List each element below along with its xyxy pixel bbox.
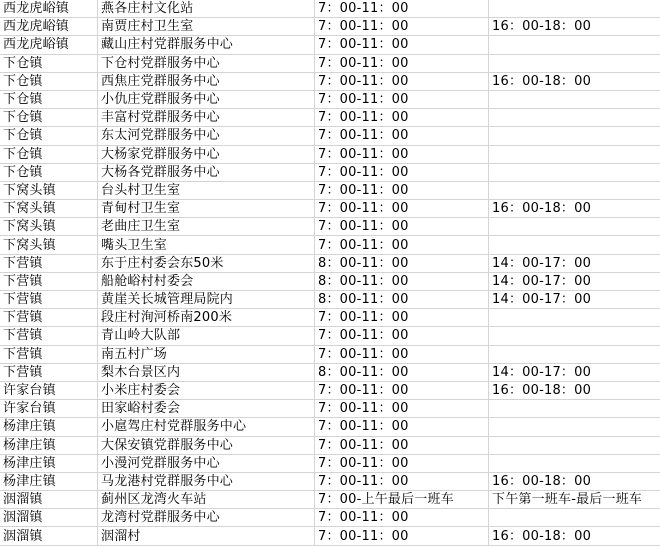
- morning-hours-cell[interactable]: 7：00-11：00: [315, 509, 489, 527]
- table-row: [0, 472, 660, 490]
- morning-hours-cell[interactable]: 7：00-11：00: [315, 472, 489, 490]
- town-cell[interactable]: 下窝头镇: [0, 181, 98, 199]
- morning-hours-cell[interactable]: 7：00-11：00: [315, 345, 489, 363]
- table-row: [0, 200, 660, 218]
- location-cell[interactable]: 船舱峪村村委会: [98, 272, 315, 290]
- table-row: [0, 363, 660, 381]
- table-row: [0, 400, 660, 418]
- location-cell[interactable]: 大保安镇党群服务中心: [98, 436, 315, 454]
- morning-hours-cell[interactable]: 7：00-上午最后一班车: [315, 491, 489, 509]
- afternoon-hours-cell[interactable]: [489, 54, 660, 72]
- morning-hours-cell[interactable]: 7：00-11：00: [315, 127, 489, 145]
- town-cell[interactable]: 西龙虎峪镇: [0, 0, 98, 18]
- morning-hours-cell[interactable]: 8：00-11：00: [315, 363, 489, 381]
- location-cell[interactable]: 嘴头卫生室: [98, 236, 315, 254]
- town-cell[interactable]: 下营镇: [0, 291, 98, 309]
- table-row: [0, 509, 660, 527]
- table-row: [0, 54, 660, 72]
- location-cell[interactable]: 西焦庄党群服务中心: [98, 72, 315, 90]
- location-cell[interactable]: 东太河党群服务中心: [98, 127, 315, 145]
- town-cell[interactable]: 下仓镇: [0, 109, 98, 127]
- town-cell[interactable]: 西龙虎峪镇: [0, 36, 98, 54]
- afternoon-hours-cell[interactable]: [489, 109, 660, 127]
- afternoon-hours-cell[interactable]: [489, 309, 660, 327]
- afternoon-hours-cell[interactable]: 16：00-18：00: [489, 527, 660, 545]
- town-cell[interactable]: 下仓镇: [0, 145, 98, 163]
- town-cell[interactable]: 下仓镇: [0, 72, 98, 90]
- morning-hours-cell[interactable]: 7：00-11：00: [315, 400, 489, 418]
- town-cell[interactable]: 下营镇: [0, 309, 98, 327]
- town-cell[interactable]: 杨津庄镇: [0, 436, 98, 454]
- table-row: [0, 145, 660, 163]
- morning-hours-cell[interactable]: 7：00-11：00: [315, 200, 489, 218]
- morning-hours-cell[interactable]: 7：00-11：00: [315, 90, 489, 108]
- town-cell[interactable]: 下仓镇: [0, 163, 98, 181]
- location-cell[interactable]: 南五村广场: [98, 345, 315, 363]
- afternoon-hours-cell[interactable]: [489, 436, 660, 454]
- afternoon-hours-cell[interactable]: 14：00-17：00: [489, 272, 660, 290]
- morning-hours-cell[interactable]: 7：00-11：00: [315, 527, 489, 545]
- table-row: [0, 418, 660, 436]
- morning-hours-cell[interactable]: 7：00-11：00: [315, 72, 489, 90]
- location-cell[interactable]: 南贾庄村卫生室: [98, 18, 315, 36]
- morning-hours-cell[interactable]: 7：00-11：00: [315, 454, 489, 472]
- town-cell[interactable]: 下窝头镇: [0, 236, 98, 254]
- table-row: [0, 272, 660, 290]
- afternoon-hours-cell[interactable]: [489, 0, 660, 18]
- location-cell[interactable]: 老曲庄卫生室: [98, 218, 315, 236]
- morning-hours-cell[interactable]: 7：00-11：00: [315, 109, 489, 127]
- afternoon-hours-cell[interactable]: [489, 400, 660, 418]
- afternoon-hours-cell[interactable]: 下午第一班车-最后一班车: [489, 491, 660, 509]
- location-cell[interactable]: 丰富村党群服务中心: [98, 109, 315, 127]
- location-cell[interactable]: 小扈驾庄村党群服务中心: [98, 418, 315, 436]
- morning-hours-cell[interactable]: 8：00-11：00: [315, 272, 489, 290]
- morning-hours-cell[interactable]: 7：00-11：00: [315, 218, 489, 236]
- town-cell[interactable]: 杨津庄镇: [0, 418, 98, 436]
- location-cell[interactable]: 大杨家党群服务中心: [98, 145, 315, 163]
- afternoon-hours-cell[interactable]: 16：00-18：00: [489, 381, 660, 399]
- location-cell[interactable]: 藏山庄村党群服务中心: [98, 36, 315, 54]
- table-row: [0, 309, 660, 327]
- town-cell[interactable]: 下窝头镇: [0, 200, 98, 218]
- afternoon-hours-cell[interactable]: [489, 218, 660, 236]
- afternoon-hours-cell[interactable]: [489, 345, 660, 363]
- location-cell[interactable]: 马龙港村党群服务中心: [98, 472, 315, 490]
- town-cell[interactable]: 下仓镇: [0, 90, 98, 108]
- morning-hours-cell[interactable]: 7：00-11：00: [315, 236, 489, 254]
- afternoon-hours-cell[interactable]: 16：00-18：00: [489, 472, 660, 490]
- town-cell[interactable]: 下营镇: [0, 327, 98, 345]
- afternoon-hours-cell[interactable]: [489, 127, 660, 145]
- afternoon-hours-cell[interactable]: [489, 509, 660, 527]
- morning-hours-cell[interactable]: 7：00-11：00: [315, 436, 489, 454]
- table-row: [0, 90, 660, 108]
- table-row: [0, 527, 660, 545]
- town-cell[interactable]: 西龙虎峪镇: [0, 18, 98, 36]
- location-cell[interactable]: 青甸村卫生室: [98, 200, 315, 218]
- morning-hours-cell[interactable]: 7：00-11：00: [315, 327, 489, 345]
- table-row: [0, 163, 660, 181]
- afternoon-hours-cell[interactable]: 16：00-18：00: [489, 18, 660, 36]
- town-cell[interactable]: 许家台镇: [0, 400, 98, 418]
- location-cell[interactable]: 小仇庄党群服务中心: [98, 90, 315, 108]
- town-cell[interactable]: 下营镇: [0, 272, 98, 290]
- location-cell[interactable]: 下仓村党群服务中心: [98, 54, 315, 72]
- morning-hours-cell[interactable]: 7：00-11：00: [315, 309, 489, 327]
- morning-hours-cell[interactable]: 8：00-11：00: [315, 254, 489, 272]
- afternoon-hours-cell[interactable]: [489, 418, 660, 436]
- table-row: [0, 0, 660, 18]
- location-cell[interactable]: 青山岭大队部: [98, 327, 315, 345]
- town-cell[interactable]: 洇溜镇: [0, 527, 98, 545]
- table-row: [0, 345, 660, 363]
- location-cell[interactable]: 台头村卫生室: [98, 181, 315, 199]
- location-cell[interactable]: 小米庄村委会: [98, 381, 315, 399]
- table-row: [0, 491, 660, 509]
- location-cell[interactable]: 大杨各党群服务中心: [98, 163, 315, 181]
- table-row: [0, 181, 660, 199]
- town-cell[interactable]: 许家台镇: [0, 381, 98, 399]
- afternoon-hours-cell[interactable]: 16：00-18：00: [489, 72, 660, 90]
- afternoon-hours-cell[interactable]: 14：00-17：00: [489, 254, 660, 272]
- afternoon-hours-cell[interactable]: [489, 327, 660, 345]
- town-cell[interactable]: 杨津庄镇: [0, 454, 98, 472]
- morning-hours-cell[interactable]: 7：00-11：00: [315, 181, 489, 199]
- table-row: [0, 127, 660, 145]
- afternoon-hours-cell[interactable]: [489, 181, 660, 199]
- morning-hours-cell[interactable]: 8：00-11：00: [315, 291, 489, 309]
- location-cell[interactable]: 东于庄村委会东50米: [98, 254, 315, 272]
- table-row: [0, 18, 660, 36]
- location-cell[interactable]: 田家峪村委会: [98, 400, 315, 418]
- afternoon-hours-cell[interactable]: [489, 36, 660, 54]
- town-cell[interactable]: 洇溜镇: [0, 509, 98, 527]
- morning-hours-cell[interactable]: 7：00-11：00: [315, 163, 489, 181]
- morning-hours-cell[interactable]: 7：00-11：00: [315, 36, 489, 54]
- morning-hours-cell[interactable]: 7：00-11：00: [315, 145, 489, 163]
- morning-hours-cell[interactable]: 7：00-11：00: [315, 381, 489, 399]
- location-cell[interactable]: 龙湾村党群服务中心: [98, 509, 315, 527]
- table-row: [0, 36, 660, 54]
- table-row: [0, 72, 660, 90]
- afternoon-hours-cell[interactable]: 16：00-18：00: [489, 200, 660, 218]
- location-cell[interactable]: 燕各庄村文化站: [98, 0, 315, 18]
- town-cell[interactable]: 下营镇: [0, 254, 98, 272]
- table-row: [0, 109, 660, 127]
- morning-hours-cell[interactable]: 7：00-11：00: [315, 54, 489, 72]
- morning-hours-cell[interactable]: 7：00-11：00: [315, 0, 489, 18]
- town-cell[interactable]: 洇溜镇: [0, 491, 98, 509]
- town-cell[interactable]: 下窝头镇: [0, 218, 98, 236]
- afternoon-hours-cell[interactable]: 14：00-17：00: [489, 363, 660, 381]
- location-cell[interactable]: 段庄村洵河桥南200米: [98, 309, 315, 327]
- location-cell[interactable]: 洇溜村: [98, 527, 315, 545]
- afternoon-hours-cell[interactable]: [489, 236, 660, 254]
- afternoon-hours-cell[interactable]: 14：00-17：00: [489, 291, 660, 309]
- town-cell[interactable]: 下仓镇: [0, 127, 98, 145]
- table-row: [0, 327, 660, 345]
- table-row: [0, 454, 660, 472]
- location-cell[interactable]: 蓟州区龙湾火车站: [98, 491, 315, 509]
- afternoon-hours-cell[interactable]: [489, 163, 660, 181]
- afternoon-hours-cell[interactable]: [489, 90, 660, 108]
- afternoon-hours-cell[interactable]: [489, 145, 660, 163]
- location-cell[interactable]: 小漫河党群服务中心: [98, 454, 315, 472]
- location-cell[interactable]: 梨木台景区内: [98, 363, 315, 381]
- table-row: [0, 254, 660, 272]
- location-cell[interactable]: 黄崖关长城管理局院内: [98, 291, 315, 309]
- table-row: [0, 291, 660, 309]
- table-row: [0, 236, 660, 254]
- morning-hours-cell[interactable]: 7：00-11：00: [315, 418, 489, 436]
- town-cell[interactable]: 下营镇: [0, 363, 98, 381]
- table-row: [0, 381, 660, 399]
- town-cell[interactable]: 下营镇: [0, 345, 98, 363]
- town-cell[interactable]: 下仓镇: [0, 54, 98, 72]
- town-cell[interactable]: 杨津庄镇: [0, 472, 98, 490]
- afternoon-hours-cell[interactable]: [489, 454, 660, 472]
- table-row: [0, 218, 660, 236]
- morning-hours-cell[interactable]: 7：00-11：00: [315, 18, 489, 36]
- table-row: [0, 436, 660, 454]
